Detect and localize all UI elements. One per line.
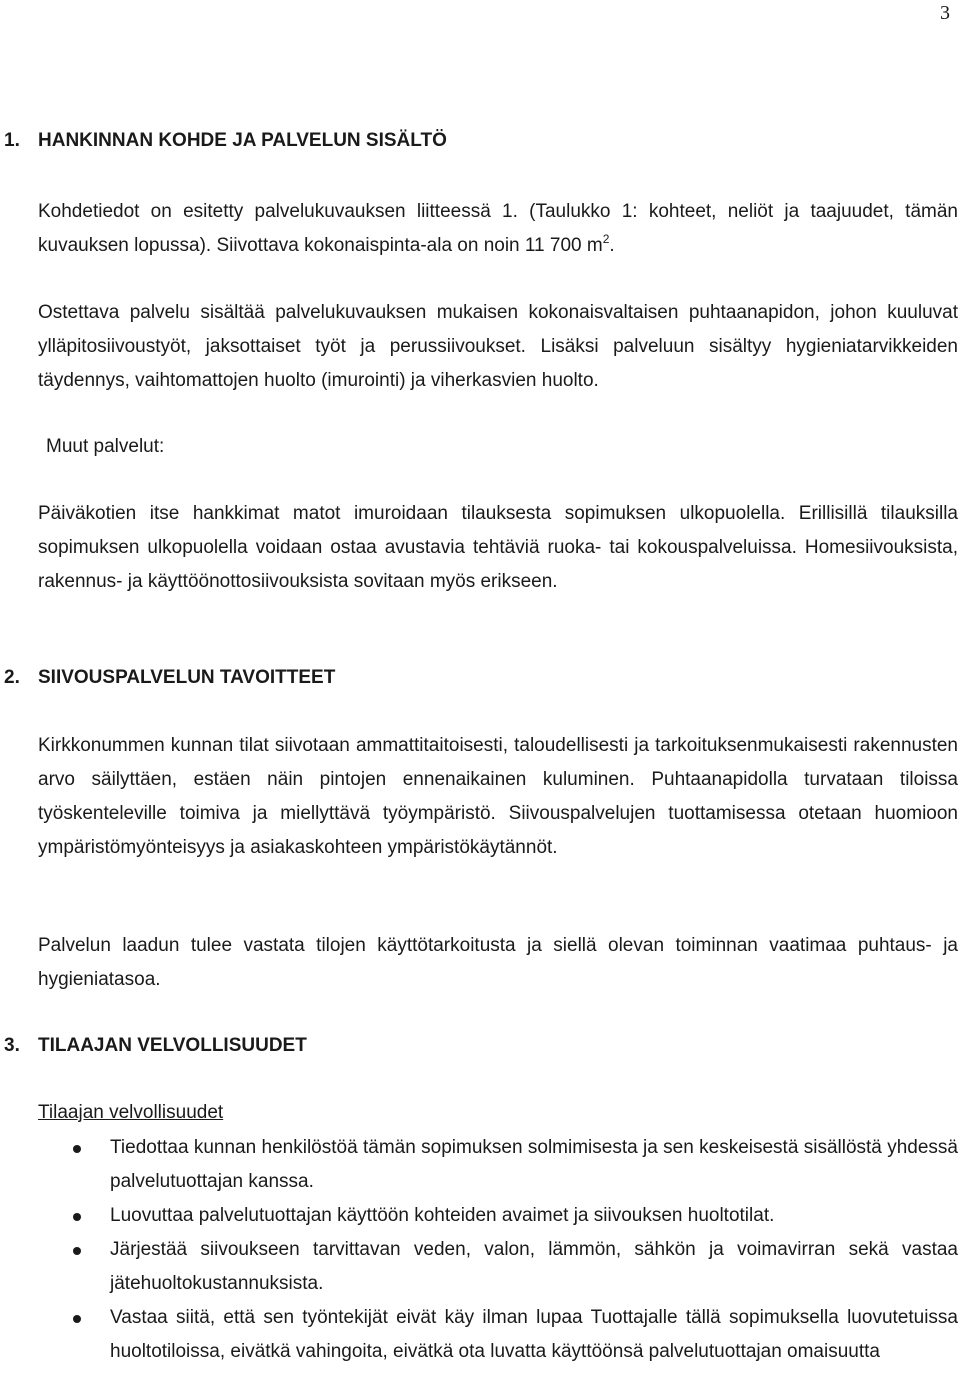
section-1-paragraph-1 [38, 195, 958, 263]
section-1-paragraph-1-text: Kohdetiedot on esitetty palvelukuvauksen liitteessä 1. (Taulukko 1: kohteet, neliöt ja taajuudet, tämän kuvauksen lopussa). Siivottava kokonaispinta-ala on noin 11 700 m [38, 201, 958, 256]
section-3-title: TILAAJAN VELVOLLISUUDET [38, 1035, 307, 1056]
section-2-number: 2. [4, 667, 20, 688]
section-1-number: 1. [4, 130, 20, 151]
list-item-text: Vastaa siitä, että sen työntekijät eivät käy ilman lupaa Tuottajalle tällä sopimuksella luovutetuissa huoltotiloissa, eivätkä vahingoita, eivätkä ota luvatta käyttöönsä palvelutuottajan omaisuutta [110, 1307, 958, 1362]
section-1-paragraph-1-end: . [609, 235, 615, 256]
bullet-icon [73, 1315, 81, 1323]
list-item [0, 1199, 958, 1233]
list-item-text: Tiedottaa kunnan henkilöstöä tämän sopimuksen solmimisesta ja sen keskeisestä sisällöstä yhdessä palvelutuottajan kanssa. [110, 1137, 958, 1192]
section-3-number: 3. [4, 1035, 20, 1056]
list-item-text: Järjestää siivoukseen tarvittavan veden, valon, lämmön, sähkön ja voimavirran sekä vastaa jätehuoltokustannuksista. [110, 1239, 958, 1294]
section-1-title: HANKINNAN KOHDE JA PALVELUN SISÄLTÖ [38, 130, 447, 151]
list-item [0, 1131, 958, 1199]
section-3-subtitle: Tilaajan velvollisuudet [38, 1102, 224, 1123]
list-item [0, 1233, 958, 1301]
section-1-paragraph-3: Muut palvelut: [46, 436, 165, 457]
bullet-icon [73, 1247, 81, 1255]
list-item [0, 1301, 958, 1369]
section-2-title: SIIVOUSPALVELUN TAVOITTEET [38, 667, 336, 688]
page-number: 3 [940, 2, 950, 24]
bullet-icon [73, 1145, 81, 1153]
obligations-list [0, 1131, 960, 1369]
section-2-paragraph-1: Kirkkonummen kunnan tilat siivotaan ammattitaitoisesti, taloudellisesti ja tarkoituksenmukaisesti rakennusten arvo säilyttäen, estäen näin pintojen ennenaikainen kuluminen. Puhtaanapidolla turvataan tiloissa työskenteleville toimiva ja miellyttävä työympäristö. Siivouspalvelujen tuottamisessa otetaan huomioon ympäristömyönteisyys ja asiakaskohteen ympäristökäytännöt. [38, 735, 958, 858]
list-item-text: Luovuttaa palvelutuottajan käyttöön kohteiden avaimet ja siivouksen huoltotilat. [110, 1205, 775, 1226]
area-unit-superscript: 2 [602, 232, 610, 246]
section-1-paragraph-4: Päiväkotien itse hankkimat matot imuroidaan tilauksesta sopimuksen ulkopuolella. Erillisillä tilauksilla sopimuksen ulkopuolella voidaan ostaa avustavia tehtäviä ruoka- tai kokouspalveluissa. Homesiivouksista, rakennus- ja käyttöönottosiivouksista sovitaan myös erikseen. [38, 503, 958, 592]
section-1-paragraph-2: Ostettava palvelu sisältää palvelukuvauksen mukaisen kokonaisvaltaisen puhtaanapidon, johon kuuluvat ylläpitosiivoustyöt, jaksottaiset työt ja perussiivoukset. Lisäksi palveluun sisältyy hygieniatarvikkeiden täydennys, vaihtomattojen huolto (imurointi) ja viherkasvien huolto. [38, 302, 958, 391]
section-2-paragraph-2: Palvelun laadun tulee vastata tilojen käyttötarkoitusta ja siellä olevan toiminnan vaatimaa puhtaus- ja hygieniatasoa. [38, 935, 958, 990]
bullet-icon [73, 1213, 81, 1221]
